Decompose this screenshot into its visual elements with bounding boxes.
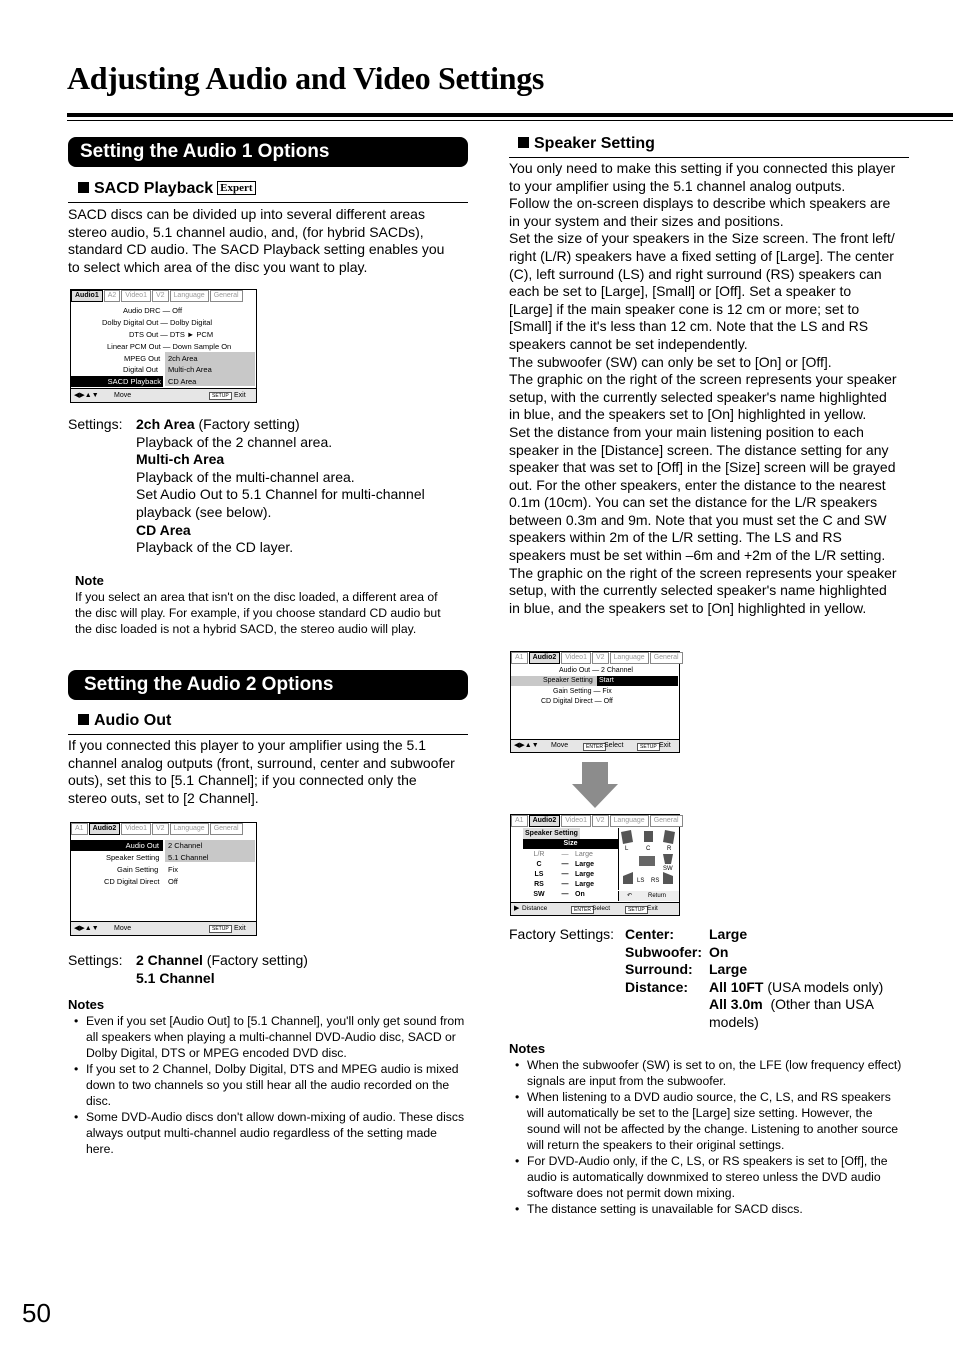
menu-row-selected[interactable]: Speaker Setting (543, 677, 593, 684)
tab-general[interactable]: General (210, 290, 243, 302)
audio-out-rule (68, 734, 468, 735)
arrow-keys-icon: ◀▶▲▼ (74, 925, 99, 932)
audio1-screen-tabs (71, 290, 244, 302)
table-row[interactable]: RS — Large (534, 881, 595, 888)
tab-v2[interactable]: V2 (152, 823, 169, 835)
speaker-screen-tabs (511, 652, 684, 664)
option-2ch[interactable]: 2 Channel (168, 841, 203, 850)
tab-audio2[interactable]: Audio2 (89, 823, 121, 835)
tab-a1[interactable]: A1 (511, 815, 528, 827)
audio-out-notes-label: Notes (68, 997, 105, 1012)
menu-row[interactable]: Gain Setting — Fix (553, 688, 612, 695)
option-2ch[interactable]: 2ch Area (168, 354, 198, 363)
sacd-subheading: SACD Playback Expert (78, 180, 256, 198)
size-tab[interactable]: Size (523, 839, 618, 849)
tab-video1[interactable]: Video1 (561, 815, 591, 827)
menu-row[interactable]: Speaker Setting (106, 853, 160, 862)
option-51ch[interactable]: 5.1 Channel (168, 853, 209, 862)
right-arrow-icon: ▶ (514, 905, 520, 912)
arrow-keys-icon: ◀▶▲▼ (74, 392, 99, 399)
audio1-heading: Setting the Audio 1 Options (68, 137, 468, 167)
menu-row[interactable]: DTS Out — DTS ► PCM (129, 330, 214, 339)
down-arrow-icon (572, 762, 618, 808)
sacd-note: If you select an area that isn't on the disc loaded, a different area of the disc will play. For example, if you choose standard CD audio but the disc loaded is not a hybrid SACD, the stereo audio will play. (75, 590, 441, 636)
screen-title: Speaker Setting (525, 830, 578, 837)
speaker-rule (509, 157, 909, 158)
tab-video1[interactable]: Video1 (121, 823, 151, 835)
speaker-layout-icon (619, 828, 679, 890)
option-multich[interactable]: Multi-ch Area (168, 365, 212, 374)
speaker-body: You only need to make this setting if you connected this player to your amplifier using the 5.1 channel analog outputs. Follow the on-screen displays to describe which speakers are in your system and their sizes and positions. Set the size of your speakers in the Size screen. The front left/ right (L/R) speakers have a fixed setting of [Large]. The center (C), left surround (LS) and right surround (RS) speakers can each be set to [Large], [Small] or [Off]. Set a speaker to [Large] if the main speaker cone is 12 cm or more; set to [Small] if the it's less than 12 cm. Note that the LS and RS speakers cannot be set independently. The subwoofer (SW) can only be set to [On] or [Off]. The graphic on the right of the screen represents your speaker setup, with the currently selected speaker's name highlighted in blue, and the speakers set to [On] highlighted in yellow. Set the distance from your main listening position to each speaker in the [Distance] screen. The distance setting for any speaker that was set to [Off] in the [Size] screen will be grayed out. For the other speakers, enter the distance to the nearest 0.1m (10cm). You can set the distance for the L/R speakers between 0.3m and 9m. Note that you must set the C and SW speakers within 2m of the L/R setting. The LS and RS speakers must be set within –6m and +2m of the L/R setting. The graphic on the right of the screen represents your speaker setup, with the currently selected speaker's name highlighted in blue, and the speakers set to [On] highlighted in yellow. (509, 160, 897, 616)
option-fix[interactable]: Fix (168, 865, 178, 874)
tab-a1[interactable]: A1 (71, 823, 88, 835)
title-rule-thin (67, 120, 953, 121)
table-row[interactable]: SW — On (533, 891, 585, 898)
title-rule-thick (67, 113, 953, 117)
tab-v2[interactable]: V2 (592, 815, 609, 827)
factory-settings: Center: Large Subwoofer: On Surround: Large Distance: All 10FT (USA models only) All 3.0m (Other than USA models) (625, 926, 884, 1030)
audio-out-settings-label: Settings: (68, 952, 123, 968)
setup-key: SETUP (625, 906, 648, 914)
sacd-settings: 2ch Area (Factory setting) Playback of the 2 channel area. Multi-ch Area Playback of the multi-channel area. Set Audio Out to 5.1 Channel for multi-channel playback (see below). CD Area Playback of the CD layer. (136, 416, 425, 556)
page-title: Adjusting Audio and Video Settings (67, 60, 545, 96)
list-item: • The distance setting is unavailable for SACD discs. (509, 1201, 907, 1217)
menu-row[interactable]: Audio Out — 2 Channel (559, 667, 633, 674)
list-item: • When the subwoofer (SW) is set to on, the LFE (low frequency effect) signals are input from the subwoofer. (509, 1057, 907, 1089)
speaker-size-screen (510, 814, 680, 916)
option-off[interactable]: Off (168, 877, 178, 886)
list-item: • If you set to 2 Channel, Dolby Digital, DTS and MPEG audio is mixed down to two channels so you still hear all the audio recorded on the disc. (68, 1061, 468, 1109)
screen-footer: ◀▶▲▼ Move SETUP Exit (71, 388, 256, 402)
tab-a1[interactable]: A1 (511, 652, 528, 664)
tab-video1[interactable]: Video1 (121, 290, 151, 302)
speaker-graphic: L C R SW LS RS (618, 828, 679, 890)
audio2-heading: Setting the Audio 2 Options (68, 670, 468, 700)
sacd-settings-label: Settings: (68, 416, 123, 432)
screen-footer: ◀▶▲▼ Move SETUP Exit (71, 921, 256, 935)
setup-key: SETUP (209, 925, 232, 933)
option-cd[interactable]: CD Area (168, 377, 197, 386)
speaker-notes (509, 1057, 907, 1217)
menu-row-selected[interactable]: Audio Out (71, 840, 163, 851)
menu-row[interactable]: CD Digital Direct (104, 877, 160, 886)
square-bullet-icon (78, 714, 89, 725)
list-item: • When listening to a DVD audio source, the C, LS, and RS speakers will automatically be set to the [Large] size setting. However, the sound will not be affected by the change. Listening to another source will return the speakers to their original settings. (509, 1089, 907, 1153)
enter-key: ENTER (571, 906, 594, 914)
expert-badge: Expert (217, 181, 255, 195)
square-bullet-icon (518, 137, 529, 148)
tab-general[interactable]: General (210, 823, 243, 835)
tab-language[interactable]: Language (610, 652, 649, 664)
tab-audio2[interactable]: Audio2 (529, 815, 561, 827)
list-item: • For DVD-Audio only, if the C, LS, or RS speakers is set to [Off], the audio is automatically downmixed to stereo unless the DVD audio software does not permit down mixing. (509, 1153, 907, 1201)
audio-out-settings: 2 Channel (Factory setting) 5.1 Channel (136, 952, 308, 986)
menu-row-selected[interactable]: SACD Playback (71, 376, 163, 387)
audio2-screen-tabs (71, 823, 244, 835)
screen-footer: ◀▶▲▼ Move ENTER Select SETUP Exit (511, 739, 679, 752)
menu-row[interactable]: Audio DRC — Off (123, 306, 183, 315)
audio-out-body: If you connected this player to your amplifier using the 5.1 channel analog outputs (front, surround, center and subwoofer outs), set this to [5.1 Channel]; if you connected only the stereo outs, set to [2 Channel]. (68, 737, 455, 806)
arrow-keys-icon: ◀▶▲▼ (514, 742, 539, 749)
audio2-screen (70, 822, 257, 936)
speaker-size-screen-tabs (511, 815, 684, 827)
audio1-screen (70, 289, 257, 403)
tab-general[interactable]: General (650, 652, 683, 664)
tab-audio1[interactable]: Audio1 (71, 290, 103, 302)
start-option[interactable]: Start (597, 676, 678, 686)
menu-row[interactable]: Digital Out (123, 365, 159, 374)
tab-language[interactable]: Language (170, 290, 209, 302)
tab-v2[interactable]: V2 (592, 652, 609, 664)
menu-row[interactable]: CD Digital Direct — Off (541, 698, 613, 705)
size-table (523, 850, 618, 900)
table-row[interactable]: L/R — Large (533, 851, 593, 858)
sacd-note-label: Note (75, 573, 104, 588)
audio-out-notes (68, 1013, 468, 1157)
sacd-body: SACD discs can be divided up into several different areas stereo audio, 5.1 channel audio, and, (for hybrid SACDs), standard CD audio. The SACD Playback setting enables you to select which area of the disc you want to play. (68, 206, 445, 275)
tab-language[interactable]: Language (610, 815, 649, 827)
screen-footer: ▶ Distance ENTER Select SETUP Exit (511, 902, 679, 915)
list-item: • Even if you set [Audio Out] to [5.1 Channel], you'll only get sound from all speakers when playing a multi-channel DVD-Audio disc, SACD or Dolby Digital, DTS or MPEG encoded DVD disc. (68, 1013, 468, 1061)
tab-video1[interactable]: Video1 (561, 652, 591, 664)
tab-a2[interactable]: A2 (104, 290, 121, 302)
speaker-notes-label: Notes (509, 1041, 546, 1056)
setup-key: SETUP (209, 392, 232, 400)
tab-v2[interactable]: V2 (152, 290, 169, 302)
return-icon: ↶ (627, 893, 633, 899)
page-number: 50 (22, 1298, 51, 1328)
tab-general[interactable]: General (650, 815, 683, 827)
setup-key: SETUP (637, 743, 660, 751)
speaker-subheading: Speaker Setting (518, 135, 655, 153)
list-item: • Some DVD-Audio discs don't allow down-mixing of audio. These discs always output multi-channel audio regardless of the setting made here. (68, 1109, 468, 1157)
factory-label: Factory Settings: (509, 926, 615, 942)
table-row[interactable]: C — Large (536, 861, 595, 868)
tab-language[interactable]: Language (170, 823, 209, 835)
sacd-rule (68, 202, 468, 203)
menu-row[interactable]: Linear PCM Out — Down Sample On (107, 342, 232, 351)
table-row[interactable]: LS — Large (534, 871, 595, 878)
audio-out-subheading: Audio Out (78, 712, 171, 730)
enter-key: ENTER (583, 743, 606, 751)
menu-row[interactable]: Gain Setting (117, 865, 159, 874)
tab-audio2[interactable]: Audio2 (529, 652, 561, 664)
return-hint: ↶ Return (618, 891, 679, 901)
menu-row[interactable]: MPEG Out (124, 354, 161, 363)
square-bullet-icon (78, 182, 89, 193)
speaker-menu-screen (510, 651, 680, 753)
menu-row[interactable]: Dolby Digital Out — Dolby Digital (102, 318, 213, 327)
